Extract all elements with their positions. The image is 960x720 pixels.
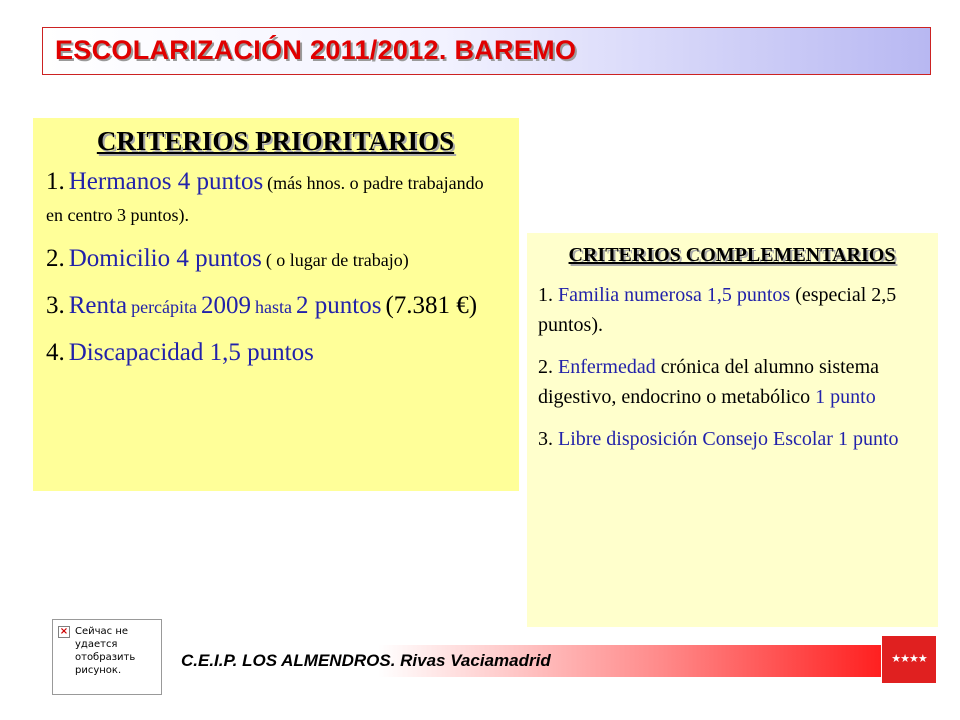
item-puntos: 2 puntos [296,292,382,319]
item-year: 2009 [201,292,252,319]
item-main: Discapacidad 1,5 puntos [68,339,314,366]
item-number: 3. [538,428,553,450]
complementarios-item-2 [538,352,926,412]
prioritarios-item-2 [46,244,505,277]
item-main: Enfermedad [558,356,656,378]
item-puntos: 1 punto [815,386,876,408]
item-number: 2. [538,356,553,378]
item-main: Libre disposición Consejo Escolar 1 punto [558,428,899,450]
item-amount: (7.381 €) [385,292,478,319]
item-renta: Renta [68,292,128,319]
item-percapita: percápita [131,297,198,317]
page-title: ESCOLARIZACIÓN 2011/2012. BAREMO [55,35,577,65]
item-number: 1. [46,168,65,195]
item-detail: crónica del alumno sistema digestivo, endocrino o metabólico [538,356,879,408]
item-detail: ( o lugar de trabajo) [265,250,409,270]
complementarios-heading: CRITERIOS COMPLEMENTARIOS [568,244,896,266]
item-number: 1. [538,284,553,306]
item-main: Domicilio 4 puntos [68,245,262,272]
item-number: 4. [46,339,65,366]
complementarios-item-1 [538,280,926,340]
complementarios-item-3 [538,424,926,454]
broken-image-text: Сейчас не удается отобразить рисунок. [75,626,136,676]
prioritarios-item-3 [46,289,505,326]
item-detail: (especial 2,5 puntos). [538,284,897,336]
item-main: Familia numerosa 1,5 puntos [558,284,791,306]
comunidad-madrid-flag-icon: ★★★★ [882,636,936,683]
item-main: Hermanos 4 puntos [68,168,264,195]
prioritarios-item-1 [46,167,505,232]
item-detail: (más hnos. o padre trabajando en centro 3 puntos). [46,173,484,225]
footer-bar [163,645,881,677]
prioritarios-heading: CRITERIOS PRIORITARIOS [96,126,455,156]
criterios-complementarios-box [527,233,938,627]
footer-school-name: C.E.I.P. LOS ALMENDROS. Rivas Vaciamadrid [181,651,551,670]
item-number: 2. [46,245,65,272]
broken-image-placeholder [52,619,162,695]
item-number: 3. [46,292,65,319]
title-banner [42,27,931,75]
item-hasta: hasta [255,297,293,317]
criterios-prioritarios-box [33,118,519,491]
prioritarios-item-4 [46,338,505,371]
broken-image-icon: × [59,626,69,637]
